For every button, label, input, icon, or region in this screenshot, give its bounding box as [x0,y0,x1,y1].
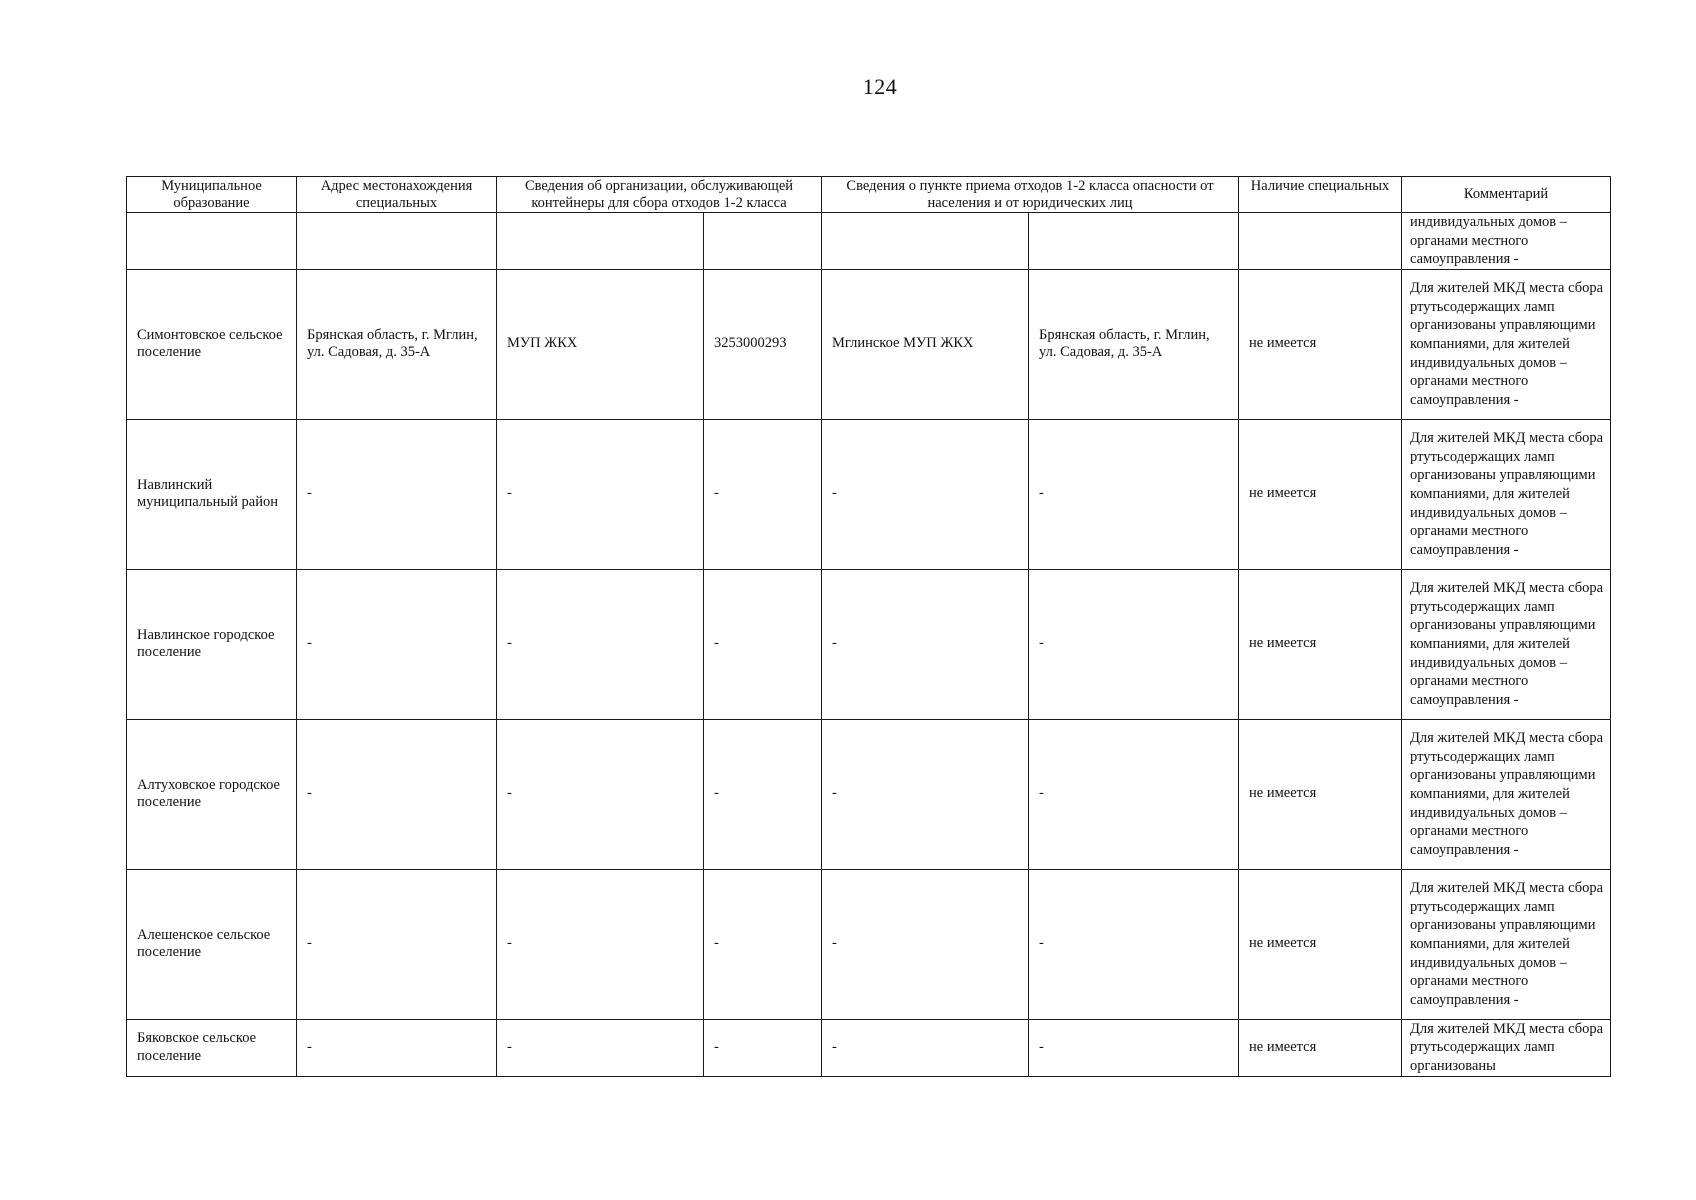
address-cell: - [297,569,497,719]
org-inn-cell: - [704,719,822,869]
municipality-cell: Навлинское городское поселение [127,569,297,719]
comment-cell: Для жителей МКД места сбора ртутьсодержащих ламп организованы управляющими компаниями, для жителей индивидуальных домов – органами местного самоуправления - [1402,869,1611,1019]
header-organization: Сведения об организации, обслуживающей контейнеры для сбора отходов 1-2 класса [497,177,822,213]
point-name-cell: - [822,869,1029,1019]
table-row [127,269,1611,419]
availability-cell: не имеется [1239,569,1402,719]
header-address: Адрес местонахождения специальных [297,177,497,213]
availability-cell: не имеется [1239,269,1402,419]
table-row [127,1019,1611,1076]
address-cell: - [297,719,497,869]
empty-cell [1029,213,1239,270]
org-inn-cell: - [704,569,822,719]
address-cell: - [297,1019,497,1076]
point-name-cell: - [822,1019,1029,1076]
org-name-cell: - [497,419,704,569]
org-inn-cell: 3253000293 [704,269,822,419]
point-address-cell: - [1029,869,1239,1019]
table-row [127,419,1611,569]
table-row [127,869,1611,1019]
empty-cell [704,213,822,270]
availability-cell: не имеется [1239,719,1402,869]
org-inn-cell: - [704,419,822,569]
address-cell: Брянская область, г. Мглин, ул. Садовая, д. 35-А [297,269,497,419]
org-name-cell: МУП ЖКХ [497,269,704,419]
org-name-cell: - [497,569,704,719]
availability-cell: не имеется [1239,1019,1402,1076]
comment-cell: Для жителей МКД места сбора ртутьсодержащих ламп организованы управляющими компаниями, для жителей индивидуальных домов – органами местного самоуправления - [1402,269,1611,419]
availability-cell: не имеется [1239,419,1402,569]
org-name-cell: - [497,719,704,869]
address-cell: - [297,869,497,1019]
empty-cell [127,213,297,270]
municipality-cell: Алтуховское городское поселение [127,719,297,869]
org-inn-cell: - [704,869,822,1019]
municipality-cell: Бяковское сельское поселение [127,1019,297,1076]
point-address-cell: - [1029,569,1239,719]
comment-cell: Для жителей МКД места сбора ртутьсодержащих ламп организованы управляющими компаниями, для жителей индивидуальных домов – органами местного самоуправления - [1402,419,1611,569]
point-name-cell: - [822,569,1029,719]
org-name-cell: - [497,1019,704,1076]
empty-cell [497,213,704,270]
empty-cell [1239,213,1402,270]
comment-cell: Для жителей МКД места сбора ртутьсодержащих ламп организованы [1402,1019,1611,1076]
point-address-cell: - [1029,419,1239,569]
empty-cell [297,213,497,270]
table-row [127,719,1611,869]
point-address-cell: - [1029,719,1239,869]
comment-cell: индивидуальных домов – органами местного самоуправления - [1402,213,1611,270]
table-row-continuation [127,213,1611,270]
point-name-cell: - [822,419,1029,569]
comment-cell: Для жителей МКД места сбора ртутьсодержащих ламп организованы управляющими компаниями, для жителей индивидуальных домов – органами местного самоуправления - [1402,719,1611,869]
point-address-cell: Брянская область, г. Мглин, ул. Садовая, д. 35-А [1029,269,1239,419]
waste-collection-table [126,176,1611,1077]
address-cell: - [297,419,497,569]
municipality-cell: Навлинский муниципальный район [127,419,297,569]
comment-cell: Для жителей МКД места сбора ртутьсодержащих ламп организованы управляющими компаниями, для жителей индивидуальных домов – органами местного самоуправления - [1402,569,1611,719]
point-name-cell: - [822,719,1029,869]
org-name-cell: - [497,869,704,1019]
header-availability: Наличие специальных [1239,177,1402,213]
header-municipality: Муниципальное образование [127,177,297,213]
org-inn-cell: - [704,1019,822,1076]
availability-cell: не имеется [1239,869,1402,1019]
point-name-cell: Мглинское МУП ЖКХ [822,269,1029,419]
page-number: 124 [862,74,898,99]
point-address-cell: - [1029,1019,1239,1076]
table-row [127,569,1611,719]
municipality-cell: Симонтовское сельское поселение [127,269,297,419]
municipality-cell: Алешенское сельское поселение [127,869,297,1019]
header-collection-point: Сведения о пункте приема отходов 1-2 класса опасности от населения и от юридических лиц [822,177,1239,213]
header-comment: Комментарий [1402,177,1611,213]
empty-cell [822,213,1029,270]
table-header-row [127,177,1611,213]
